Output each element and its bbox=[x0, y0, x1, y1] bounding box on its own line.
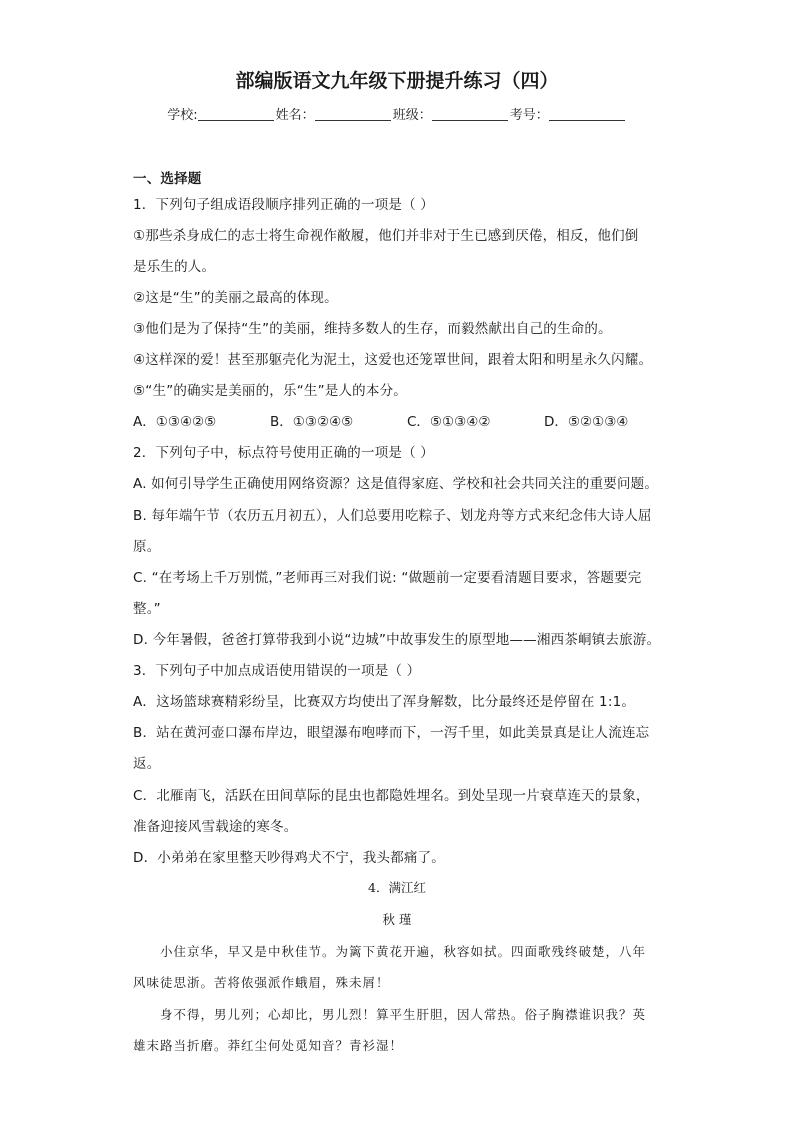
q3-option-a: A．这场篮球赛精彩纷呈，比赛双方均使出了浑身解数，比分最终还是停留在 1:1。 bbox=[133, 694, 636, 710]
class-label: 班级： bbox=[392, 108, 432, 123]
school-label: 学校: bbox=[167, 108, 198, 123]
q3-option-c-cont: 准备迎接风雪载途的寒冬。 bbox=[133, 819, 298, 835]
q3-option-b: B．站在黄河壶口瀑布岸边，眼望瀑布咆哮而下，一泻千里，如此美景真是让人流连忘 bbox=[133, 725, 650, 741]
q4-poem-stanza-2-cont: 雄末路当折磨。莽红尘何处觅知音？青衫湿！ bbox=[133, 1038, 404, 1053]
q1-sentence-2: ②这是“生”的美丽之最高的体现。 bbox=[133, 290, 338, 306]
page-title: 部编版语文九年级下册提升练习（四） bbox=[235, 70, 559, 92]
q4-poem-title: 4．满江红 bbox=[368, 880, 426, 895]
name-blank bbox=[315, 108, 391, 121]
q4-poem-stanza-2: 身不得，男儿列；心却比，男儿烈！算平生肝胆，因人常热。俗子胸襟谁识我？英 bbox=[160, 1007, 647, 1022]
q1-option-c: C．⑤①③④② bbox=[407, 414, 491, 430]
q1-option-d: D．⑤②①③④ bbox=[544, 414, 629, 430]
q1-sentence-1-cont: 是乐生的人。 bbox=[133, 259, 216, 275]
name-label: 姓名： bbox=[275, 108, 315, 123]
q1-sentence-5: ⑤“生”的确实是美丽的，乐“生”是人的本分。 bbox=[133, 383, 407, 399]
q2-stem: 2．下列句子中，标点符号使用正确的一项是（ ） bbox=[133, 445, 434, 461]
q2-option-a: A. 如何引导学生正确使用网络资源？这是值得家庭、学校和社会共同关注的重要问题。 bbox=[133, 476, 659, 492]
school-blank bbox=[198, 108, 274, 121]
q3-option-b-cont: 返。 bbox=[133, 756, 161, 772]
student-info-row bbox=[0, 104, 794, 123]
q3-stem: 3．下列句子中加点成语使用错误的一项是（ ） bbox=[133, 663, 421, 679]
exam-number-blank bbox=[549, 108, 625, 121]
q3-option-d: D．小弟弟在家里整天吵得鸡犬不宁，我头都痛了。 bbox=[133, 850, 445, 866]
q4-poem-stanza-1-cont: 风味徒思浙。苦将侬强派作蛾眉，殊未屑！ bbox=[133, 975, 390, 990]
q1-options bbox=[133, 410, 628, 430]
q2-option-b: B. 每年端午节（农历五月初五），人们总要用吃粽子、划龙舟等方式来纪念伟大诗人屈 bbox=[133, 508, 652, 524]
q4-poem-author: 秋 瑾 bbox=[382, 912, 412, 927]
section-heading: 一、选择题 bbox=[133, 171, 202, 187]
q1-option-a: A．①③④②⑤ bbox=[133, 414, 217, 430]
q1-stem: 1．下列句子组成语段顺序排列正确的一项是（ ） bbox=[133, 197, 434, 213]
q2-option-c-cont: 整。” bbox=[133, 601, 161, 617]
exam-number-label: 考号： bbox=[509, 108, 549, 123]
q2-option-d: D. 今年暑假，爸爸打算带我到小说“边城”中故事发生的原型地——湘西茶峒镇去旅游。 bbox=[133, 632, 661, 648]
q1-sentence-1: ①那些杀身成仁的志士将生命视作敝履，他们并非对于生已感到厌倦，相反，他们倒 bbox=[133, 228, 639, 244]
q1-sentence-3: ③他们是为了保持“生”的美丽，维持多数人的生存，而毅然献出自己的生命的。 bbox=[133, 321, 612, 337]
class-blank bbox=[432, 108, 508, 121]
q4-poem-stanza-1: 小住京华，早又是中秋佳节。为篱下黄花开遍，秋容如拭。四面歌残终破楚，八年 bbox=[160, 944, 647, 959]
q2-option-c: C. “在考场上千万别慌，”老师再三对我们说: “做题前一定要看清题目要求，答题要完 bbox=[133, 570, 642, 586]
q1-option-b: B．①③②④⑤ bbox=[270, 414, 354, 430]
q2-option-b-cont: 原。 bbox=[133, 539, 161, 555]
q3-option-c: C．北雁南飞，活跃在田间草际的昆虫也都隐姓埋名。到处呈现一片衰草连天的景象， bbox=[133, 788, 650, 804]
q1-sentence-4: ④这样深的爱！甚至那躯壳化为泥土，这爱也还笼罩世间，跟着太阳和明星永久闪耀。 bbox=[133, 352, 653, 368]
